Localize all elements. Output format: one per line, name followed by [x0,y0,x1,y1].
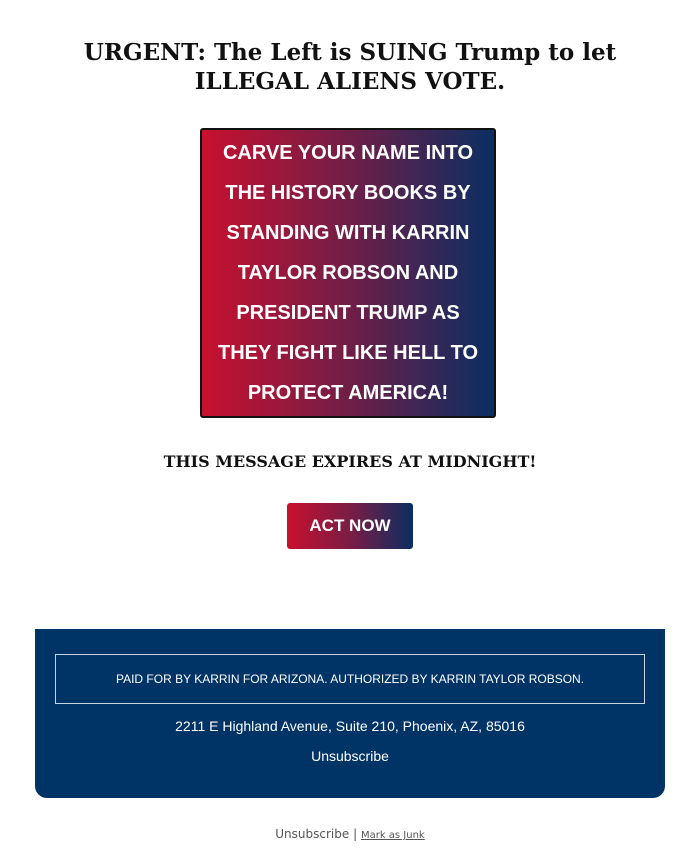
disclaimer-box [55,654,645,704]
email-headline: URGENT: The Left is SUING Trump to let ILLEGAL ALIENS VOTE. [83,39,617,95]
promo-banner [200,128,496,418]
mailing-address: 2211 E Highland Avenue, Suite 210, Phoenix, AZ, 85016 [175,718,525,734]
expires-notice: THIS MESSAGE EXPIRES AT MIDNIGHT! [163,452,537,471]
footer-unsubscribe-row [35,748,665,766]
email-footer [35,629,665,798]
mark-as-junk-link[interactable]: Mark as Junk [360,830,425,841]
unsubscribe-link[interactable]: Unsubscribe [275,827,350,841]
paid-for-disclaimer: PAID FOR BY KARRIN FOR ARIZONA. AUTHORIZED BY KARRIN TAYLOR ROBSON. [115,672,585,686]
footer-unsubscribe-link[interactable]: Unsubscribe [311,748,389,764]
promo-text: CARVE YOUR NAME INTO THE HISTORY BOOKS BY STANDING WITH KARRIN TAYLOR ROBSON AND PRESIDENT TRUMP AS THEY FIGHT LIKE HELL TO PROTECT AMERICA! [217,142,479,404]
bottom-links [0,827,700,841]
act-now-button[interactable]: ACT NOW [287,503,413,549]
link-separator: | [353,827,358,841]
